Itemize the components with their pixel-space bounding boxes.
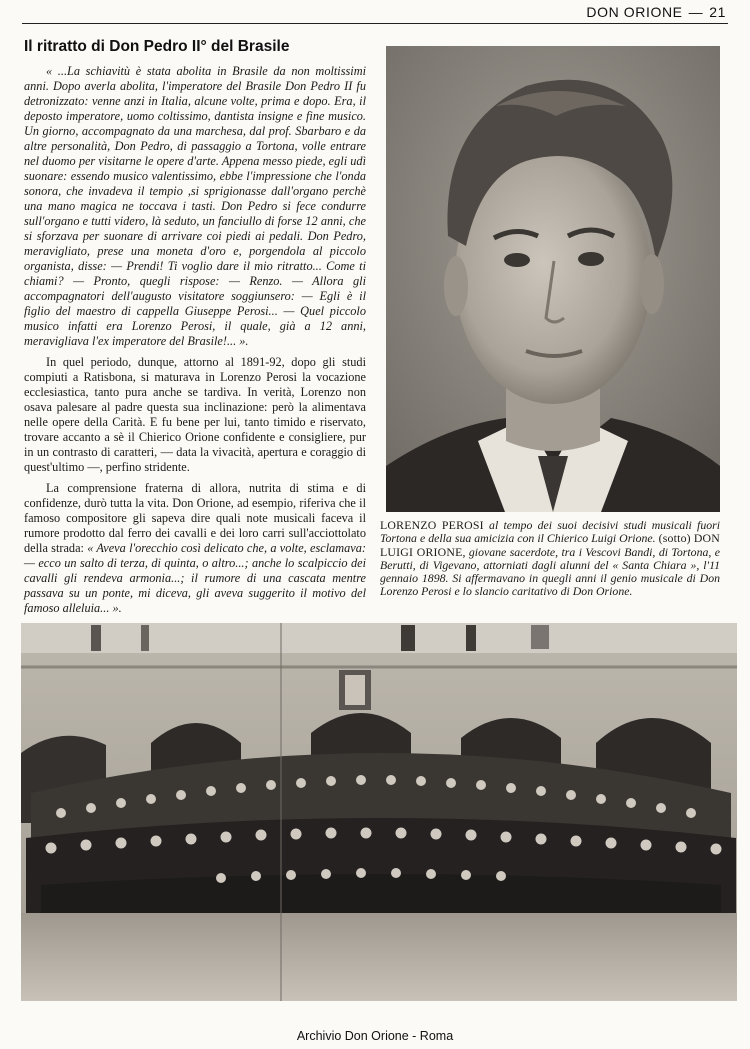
header-rule bbox=[22, 23, 728, 24]
portrait-photo-lorenzo-perosi bbox=[386, 46, 720, 512]
article-title: Il ritratto di Don Pedro II° del Brasile bbox=[24, 38, 290, 55]
running-head bbox=[580, 4, 726, 20]
caption-text-1: al tempo dei suoi decisivi studi musicali fuori Tortona e della sua amicizia con il Chierico Luigi Orione. bbox=[380, 518, 720, 546]
article-paragraph-quote: « ...La schiavitù è stata abolita in Brasile da non moltissimi anni. Dopo averla abolita, l'imperatore del Brasile Don Pedro II fu detronizzato: venne anzi in Italia, alcune volte, prima e dopo. Era, il deposto imperatore, uomo coltissimo, dantista insigne e fine musico. Un giorno, accompagnato da una marchesa, dal prof. Sbarbaro e da altre personalità, Don Pedro, di passaggio a Tortona, volle entrare nel duomo per visitarne le opere d'arte. Appena messo piede, egli udì suonare: essendo musico valentissimo, ebbe l'impressione che l'onda sonora, che invadeva il tempio ,si sprigionasse dall'organo perchè una mano magica ne toccava i tasti. Don Pedro si fece condurre sull'organo e tutti videro, là seduto, un fanciullo di forse 12 anni, che si sforzava per suonare di arrivare coi piedi ai pedali. Don Pedro, meravigliato, prese una moneta d'oro e, porgendola al piccolo organista, disse: — Prendi! Ti voglio dare il mio ritratto... Come ti chiami? — Pronto, quegli rispose: — Renzo. — Allora gli accompagnatori dell'augusto visitatore soggiunsero: — Egli è il figlio del maestro di cappella Giuseppe Perosi... — Quel piccolo musico infatti era Lorenzo Perosi, il quale, già a 12 anni, meravigliava l'ex imperatore del Brasile!... ». bbox=[24, 64, 366, 348]
caption-text-2: , giovane sacerdote, tra i Vescovi Bandi, di Tortona, e Berutti, di Vigevano, attorniati dagli alunni del « Santa Chiara », l'11 gennaio 1898. Si affermavano in quegli anni il genio musicale di Don Lorenzo Perosi e lo slancio caritativo di Don Orione. bbox=[380, 544, 721, 599]
caption-name-perosi: LORENZO PEROSI bbox=[380, 518, 484, 532]
article-paragraph: In quel periodo, dunque, attorno al 1891-92, dopo gli studi compiuti a Ratisbona, si maturava in Lorenzo Perosi la vocazione ecclesiastica, tanto pura anche se tardiva. In verità, Lorenzo non osava palesare al padre questa sua inclinazione: però la alimentava nelle opere della Carità. E fu bene per lui, tanto timido e riservato, trovare accanto a sè il Chierico Orione confidente e consigliere, pur in un contrasto di caratteri, — data la vivacità, apertura e coraggio di quest'ultimo —, perfino stridente. bbox=[24, 355, 366, 474]
portrait-image bbox=[386, 46, 720, 512]
article-body bbox=[24, 64, 366, 622]
photo-caption bbox=[380, 519, 720, 599]
caption-marker: (sotto) bbox=[658, 531, 691, 546]
running-head-separator: — bbox=[688, 4, 704, 20]
article-paragraph-last bbox=[24, 481, 366, 616]
archive-credit: Archivio Don Orione - Roma bbox=[296, 1029, 454, 1043]
paragraph-text: La comprensione fraterna di allora, nutrita di stima e di confidenze, durò tutta la vita. Don Orione, ad esempio, riferiva che il famoso compositore gli sapeva dire quali note musicali faceva il rumore prodotto dal ferro dei cavalli e dei loro carri sull'acciottolato della strada: bbox=[24, 481, 366, 555]
paragraph-quote-italic: « Aveva l'orecchio così delicato che, a volte, esclamava: — ecco un salto di terza, di quinta, o altro...; anche lo scalpiccio dei cavalli gli rendeva armonia...; il rumore di una cascata mentre passava su un ponte, mi diceva, gli aveva suggerito il motivo del famoso alleluia... ». bbox=[24, 541, 366, 615]
group-photo-santa-chiara bbox=[21, 623, 737, 1001]
page-number: 21 bbox=[709, 4, 726, 20]
caption-name-orione: DON LUIGI ORIONE bbox=[380, 531, 720, 559]
running-head-title: DON ORIONE bbox=[586, 4, 683, 20]
group-photo-image bbox=[21, 623, 737, 1001]
